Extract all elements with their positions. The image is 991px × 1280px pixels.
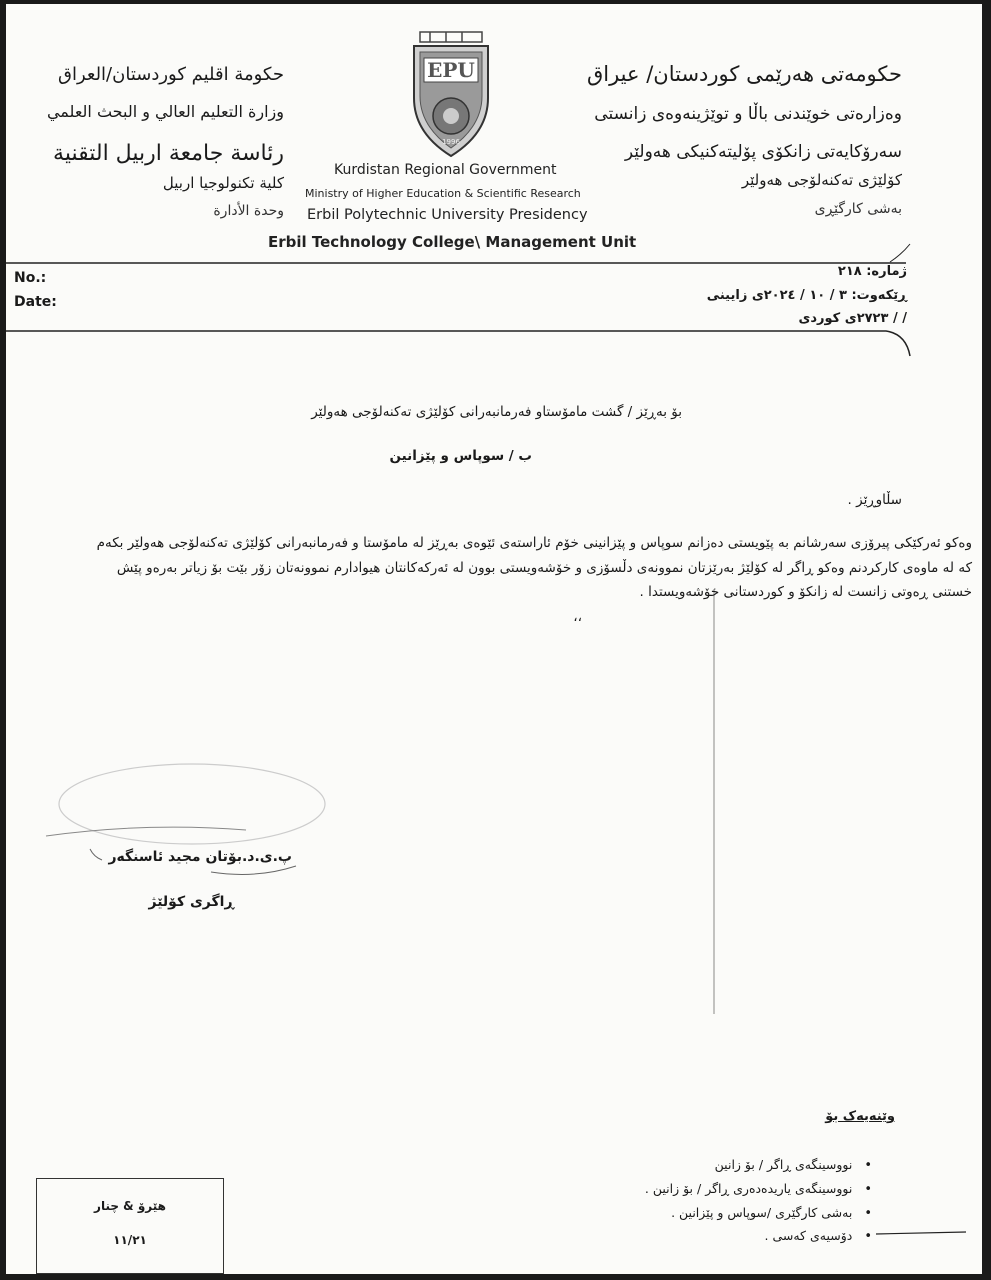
- header-center-line4: Erbil Technology College\ Management Unit: [268, 233, 637, 251]
- no-label: No.:: [14, 270, 47, 286]
- header-left-line5: وحدة الأدارة: [213, 203, 284, 219]
- cc-item: [715, 1157, 872, 1173]
- cc-item-text: دۆسیەی کەسی .: [764, 1228, 853, 1243]
- letter-paragraph-line2: کە لە ماوەی کارکردنم وەکو ڕاگر لە کۆلێژ بەرێزتان نموونەی دڵسۆزی و خۆشەویستی بوون لە ئەرکەکانتان هیوادارم نموونەتان زۆر بێت بۆ زیاتر بەرەو پێش: [116, 560, 972, 576]
- header-center-line2: Ministry of Higher Education & Scientific Research: [305, 187, 581, 200]
- cc-item-text: نووسینگەی یاریدەدەری ڕاگر / بۆ زانین .: [644, 1181, 853, 1196]
- reference-number: ژمارە: ٢١٨: [837, 264, 907, 279]
- header-right-line2: وەزارەتی خوێندنی باڵا و توێژینەوەی زانستی: [594, 104, 902, 124]
- typist-date: ١١/٢١: [113, 1233, 147, 1247]
- header-right-line1: حکومەتی هەرێمی کوردستان/ عیراق: [586, 62, 902, 86]
- cc-item: [765, 1228, 872, 1244]
- bullet-icon: •: [864, 1206, 872, 1221]
- document-lines: [6, 4, 982, 1274]
- letter-greeting: سڵاوڕێز .: [847, 492, 902, 508]
- cc-title: وێنەیەک بۆ: [825, 1109, 895, 1124]
- typist-box: [36, 1178, 224, 1274]
- letter-recipient: بۆ بەڕێز / گشت مامۆستاو فەرمانبەرانی کۆلێژی تەکنەلۆجی هەولێر: [311, 404, 682, 420]
- cc-item: [671, 1205, 872, 1221]
- typist-names: هێرۆ & چنار: [94, 1199, 166, 1213]
- cc-item: [645, 1181, 872, 1197]
- cc-item-text: بەشی کارگێری /سوپاس و پێزانین .: [671, 1205, 853, 1220]
- header-left-line3: رئاسة جامعة اربيل التقنية: [53, 141, 284, 166]
- date-label: Date:: [14, 294, 57, 310]
- letter-paragraph-line1: وەکو ئەرکێکی پیرۆزی سەرشانم بە پێویستی دەزانم سوپاس و پێزانینی خۆم ئاراستەی ئێوەی بەڕێز لە مامۆستا و فەرمانبەرانی کۆلێژی تەکنەلۆجی هەولێر بکەم: [96, 535, 972, 551]
- letter-paragraph-line3: خستنی ڕەوتی زانست لە زانکۆ و کوردستانی خۆشەویستدا .: [639, 584, 972, 600]
- header-right-line5: بەشی کارگێڕی: [814, 201, 902, 217]
- header-left-line4: كلية تكنولوجيا اربيل: [162, 174, 284, 192]
- header-right-line3: سەرۆکایەتی زانکۆی پۆلیتەکنیکی هەولێر: [624, 142, 902, 162]
- logo-text: EPU: [427, 58, 475, 82]
- signatory-name: پ.ی.د.بۆتان مجید ئاسنگەر: [108, 849, 292, 865]
- bullet-icon: •: [864, 1182, 872, 1197]
- header-left-line1: حكومة اقليم كوردستان/العراق: [57, 64, 284, 85]
- letter-subject: ب / سوپاس و پێزانین: [389, 448, 532, 464]
- reference-date-gregorian: ڕێکەوت: ٣ / ١٠ / ٢٠٢٤ی زایینی: [706, 288, 907, 303]
- signatory-title: ڕاگری کۆلێژ: [148, 894, 234, 910]
- bullet-icon: •: [864, 1158, 872, 1173]
- reference-date-kurdish: / / ٢٧٢٣ی کوردی: [798, 311, 907, 326]
- header-center-line3: Erbil Polytechnic University Presidency: [307, 207, 588, 223]
- document-page: [6, 4, 982, 1274]
- header-left-line2: وزارة التعليم العالي و البحث العلمي: [46, 102, 284, 121]
- logo-year: 1996: [442, 138, 460, 146]
- header-right-line4: کۆلێژی تەکنەلۆجی هەولێر: [741, 171, 902, 189]
- letter-closing-mark: ،،: [573, 609, 582, 625]
- cc-item-text: نووسینگەی ڕاگر / بۆ زانین: [714, 1157, 853, 1172]
- header-center-line1: Kurdistan Regional Government: [334, 162, 557, 178]
- bullet-icon: •: [864, 1229, 872, 1244]
